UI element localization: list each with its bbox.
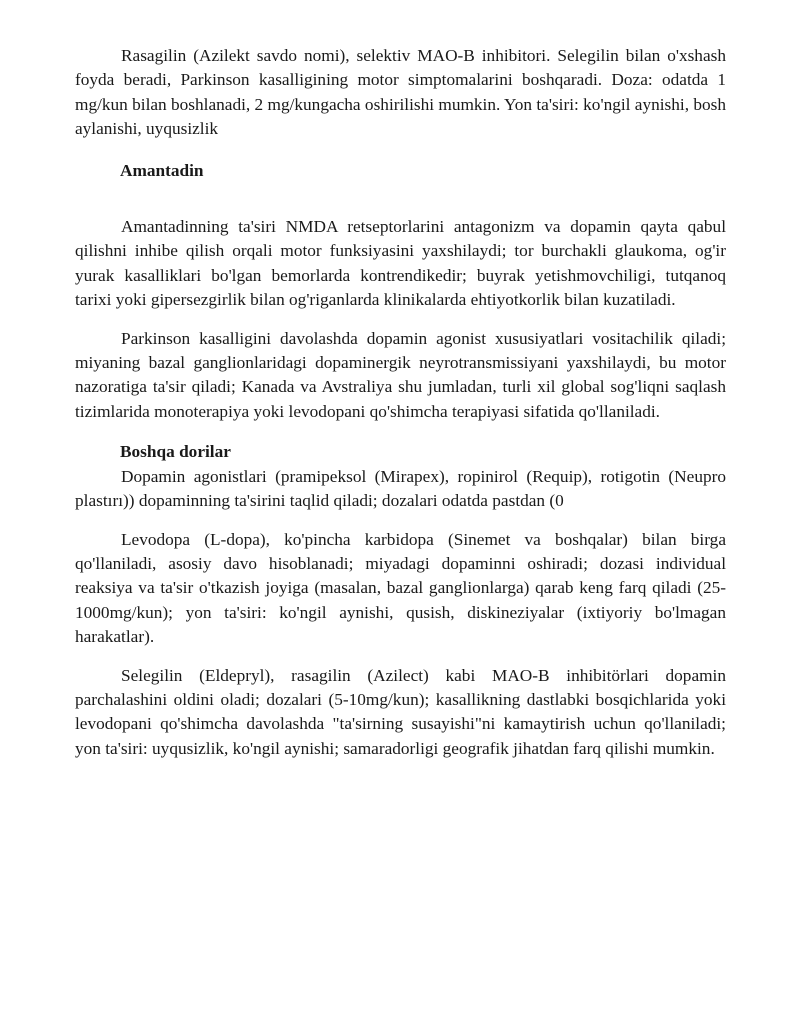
paragraph-mao-b-inhibitors: Selegilin (Eldepryl), rasagilin (Azilect) kabi MAO-B inhibitörlari dopamin parchalashini oldini oladi; dozalari (5-10mg/kun); kasallikning dastlabki bosqichlarida yoki levodopani qo'shimcha davolashda "ta'sirning susayishi"ni kamaytirish uchun qo'llaniladi; yon ta'siri: uyqusizlik, ko'ngil aynishi; samaradorligi geografik jihatdan farq qilishi mumkin. xyxy=(75,665,726,758)
paragraph-dopamine-agonists: Dopamin agonistlari (pramipeksol (Mirapex), ropinirol (Requip), rotigotin (Neupro plastırı)) dopaminning ta'sirini taqlid qiladi; dozalari odatda pastdan (0 xyxy=(75,466,726,511)
paragraph-rasagilin: Rasagilin (Azilekt savdo nomi), selektiv MAO-B inhibitori. Selegilin bilan o'xshash foyda beradi, Parkinson kasalligining motor simptomalarini boshqaradi. Doza: odatda 1 mg/kun bilan boshlanadi, 2 mg/kungacha oshirilishi mumkin. Yon ta'siri: ko'ngil aynishi, bosh aylanishi, uyqusizlik xyxy=(75,46,726,139)
heading-amantadin: Amantadin xyxy=(120,160,204,180)
paragraph-levodopa: Levodopa (L-dopa), ko'pincha karbidopa (Sinemet va boshqalar) bilan birga qo'llaniladi, asosiy davo hisoblanadi; miyadagi dopaminni oshiradi; dozasi individual reaksiya va ta'sir o'tkazish joyiga (masalan, bazal ganglionlarga) qarab keng farq qiladi (25-1000mg/kun); yon ta'siri: ko'ngil aynishi, qusish, diskineziyalar (ixtiyoriy bo'lmagan harakatlar). xyxy=(75,529,726,647)
heading-boshqa-dorilar: Boshqa dorilar xyxy=(120,442,231,462)
paragraph-amantadin: Amantadinning ta'siri NMDA retseptorlarini antagonizm va dopamin qayta qabul qilishni inhibe qilish orqali motor funksiyasini yaxshilaydi; tor burchakli glaukoma, og'ir yurak kasalliklari bo'lgan bemorlarda kontrendikedir; buyrak yetishmovchiligi, tutqanoq tarixi yoki gipersezgirlik bilan og'riganlarda klinikalarda ehtiyotkorlik bilan kuzatiladi. xyxy=(75,217,726,310)
document-page xyxy=(75,44,726,761)
paragraph-parkinson: Parkinson kasalligini davolashda dopamin agonist xususiyatlari vositachilik qiladi; miyaning bazal ganglionlaridagi dopaminergik neyrotransmissiyani yaxshilaydi, bu motor nazoratiga ta'sir qiladi; Kanada va Avstraliya shu jumladan, turli xil global sog'liqni saqlash tizimlarida monoterapiya yoki levodopani qo'shimcha terapiyasi sifatida qo'llaniladi. xyxy=(75,328,726,421)
